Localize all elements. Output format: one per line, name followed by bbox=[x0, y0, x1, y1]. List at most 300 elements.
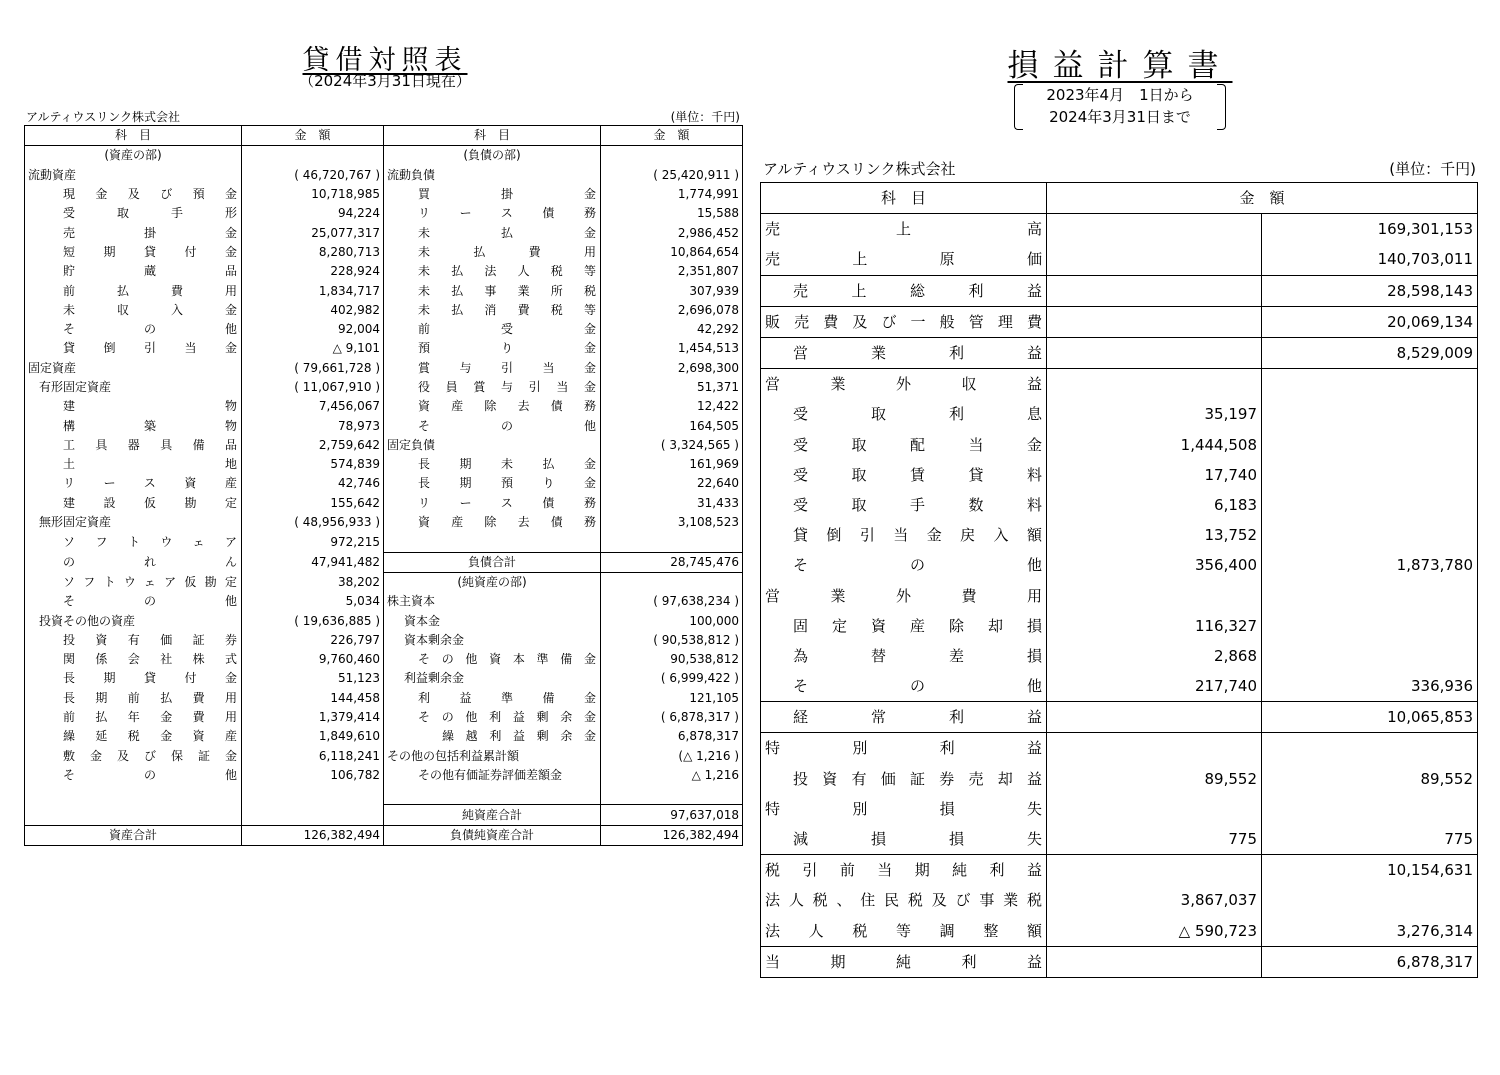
asset-item-amount: 1,834,717 bbox=[242, 281, 384, 300]
liability-item-label: 資本剰余金 bbox=[384, 631, 601, 650]
liability-item-label: 資産除去債務 bbox=[384, 513, 601, 532]
asset-item-amount: 9,760,460 bbox=[242, 650, 384, 669]
is-sub-amount bbox=[1047, 337, 1262, 368]
income-statement-row bbox=[761, 490, 1478, 520]
is-amount: 8,529,009 bbox=[1262, 337, 1478, 368]
liability-item-amount: 97,637,018 bbox=[601, 805, 743, 825]
liability-item-label: 固定負債 bbox=[384, 436, 601, 455]
is-item-label: 貸倒引当金戻入額 bbox=[761, 520, 1047, 550]
liability-item-amount bbox=[601, 572, 743, 592]
is-item-label: 営業外費用 bbox=[761, 580, 1047, 610]
asset-item-amount: 94,224 bbox=[242, 204, 384, 223]
balance-sheet-row bbox=[25, 592, 743, 611]
liability-item-label: リース債務 bbox=[384, 204, 601, 223]
asset-item-amount: ( 48,956,933 ) bbox=[242, 513, 384, 532]
liability-item-label: 繰越利益剰余金 bbox=[384, 727, 601, 746]
asset-item-amount: 7,456,067 bbox=[242, 397, 384, 416]
is-item-label: 受取利息 bbox=[761, 399, 1047, 429]
liability-item-label: 賞与引当金 bbox=[384, 359, 601, 378]
asset-item-label: 無形固定資産 bbox=[25, 513, 242, 532]
asset-item-amount bbox=[242, 805, 384, 825]
is-amount bbox=[1262, 794, 1478, 824]
is-amount: 6,878,317 bbox=[1262, 946, 1478, 977]
is-amount: 140,703,011 bbox=[1262, 244, 1478, 275]
balance-sheet-row bbox=[25, 727, 743, 746]
asset-item-amount: 574,839 bbox=[242, 455, 384, 474]
asset-item-amount: 144,458 bbox=[242, 689, 384, 708]
is-sub-amount bbox=[1047, 214, 1262, 245]
is-item-label: 売上総利益 bbox=[761, 275, 1047, 306]
balance-sheet-row bbox=[25, 339, 743, 358]
liability-item-label: 長期未払金 bbox=[384, 455, 601, 474]
is-amount bbox=[1262, 430, 1478, 460]
total-assets-amount: 126,382,494 bbox=[242, 825, 384, 845]
balance-sheet-row bbox=[25, 747, 743, 766]
liability-item-amount: (△ 1,216 ) bbox=[601, 747, 743, 766]
liability-item-label: 預り金 bbox=[384, 339, 601, 358]
is-amount: 10,065,853 bbox=[1262, 702, 1478, 733]
income-statement-row bbox=[761, 430, 1478, 460]
total-assets-label: 資産合計 bbox=[25, 825, 242, 845]
liability-item-label: 利益準備金 bbox=[384, 689, 601, 708]
is-sub-amount: 13,752 bbox=[1047, 520, 1262, 550]
liability-item-amount: ( 6,878,317 ) bbox=[601, 708, 743, 727]
income-statement-row bbox=[761, 855, 1478, 886]
is-amount: 20,069,134 bbox=[1262, 306, 1478, 337]
asset-item-label: 工具器具備品 bbox=[25, 436, 242, 455]
is-item-label: 為替差損 bbox=[761, 641, 1047, 671]
asset-item-amount: 155,642 bbox=[242, 494, 384, 513]
is-amount: 775 bbox=[1262, 824, 1478, 855]
balance-sheet-row bbox=[25, 223, 743, 242]
asset-item-label: 建設仮勘定 bbox=[25, 494, 242, 513]
income-statement-title: 損益計算書 bbox=[1007, 48, 1233, 84]
is-item-label: 売上原価 bbox=[761, 244, 1047, 275]
asset-item-label: 土地 bbox=[25, 455, 242, 474]
liability-item-label: その他有価証券評価差額金 bbox=[384, 766, 601, 785]
liability-item-label bbox=[384, 785, 601, 805]
is-sub-amount bbox=[1047, 946, 1262, 977]
liability-item-label: 純資産合計 bbox=[384, 805, 601, 825]
header-amount-left: 金 額 bbox=[242, 126, 384, 146]
is-sub-amount bbox=[1047, 369, 1262, 400]
asset-item-amount: 1,379,414 bbox=[242, 708, 384, 727]
asset-item-label: 流動資産 bbox=[25, 166, 242, 185]
liability-item-label: 流動負債 bbox=[384, 166, 601, 185]
liability-item-label: 長期預り金 bbox=[384, 474, 601, 493]
asset-item-amount: 5,034 bbox=[242, 592, 384, 611]
asset-item-label: 短期貸付金 bbox=[25, 243, 242, 262]
is-amount: 89,552 bbox=[1262, 764, 1478, 794]
balance-sheet-row bbox=[25, 281, 743, 300]
is-item-label: 税引前当期純利益 bbox=[761, 855, 1047, 886]
balance-sheet-row bbox=[25, 474, 743, 493]
is-item-label: 法人税等調整額 bbox=[761, 916, 1047, 947]
liability-item-label: 資本金 bbox=[384, 611, 601, 630]
asset-item-amount: 226,797 bbox=[242, 631, 384, 650]
liability-item-label: 役員賞与引当金 bbox=[384, 378, 601, 397]
balance-sheet-row bbox=[25, 166, 743, 185]
is-item-label: 法人税、住民税及び事業税 bbox=[761, 885, 1047, 915]
period-from: 2023年4月 1日から bbox=[1046, 86, 1194, 104]
is-item-label: 販売費及び一般管理費 bbox=[761, 306, 1047, 337]
asset-item-amount bbox=[242, 146, 384, 166]
is-sub-amount bbox=[1047, 794, 1262, 824]
liability-item-amount: 10,864,654 bbox=[601, 243, 743, 262]
asset-item-amount: ( 46,720,767 ) bbox=[242, 166, 384, 185]
asset-item-amount: 92,004 bbox=[242, 320, 384, 339]
is-sub-amount: 17,740 bbox=[1047, 460, 1262, 490]
balance-sheet-row bbox=[25, 243, 743, 262]
is-sub-amount: 356,400 bbox=[1047, 550, 1262, 580]
asset-item-label: 有形固定資産 bbox=[25, 378, 242, 397]
income-statement-row bbox=[761, 671, 1478, 702]
liability-item-label: 未払事業所税 bbox=[384, 281, 601, 300]
balance-sheet-row bbox=[25, 262, 743, 281]
asset-item-label: 貯蔵品 bbox=[25, 262, 242, 281]
liability-item-amount: 2,986,452 bbox=[601, 223, 743, 242]
liability-item-label: 未払消費税等 bbox=[384, 301, 601, 320]
is-header-amount: 金 額 bbox=[1047, 183, 1478, 214]
liability-item-label: 前受金 bbox=[384, 320, 601, 339]
liability-item-amount: ( 97,638,234 ) bbox=[601, 592, 743, 611]
balance-sheet-row bbox=[25, 552, 743, 572]
is-item-label: 受取手数料 bbox=[761, 490, 1047, 520]
asset-item-amount: 10,718,985 bbox=[242, 185, 384, 204]
liability-item-label: その他の包括利益累計額 bbox=[384, 747, 601, 766]
is-item-label: その他 bbox=[761, 671, 1047, 702]
liability-item-label: 株主資本 bbox=[384, 592, 601, 611]
is-item-label: 経常利益 bbox=[761, 702, 1047, 733]
balance-sheet-unit: (単位：千円) bbox=[670, 110, 740, 124]
asset-item-label: 構築物 bbox=[25, 416, 242, 435]
liability-item-amount: 2,696,078 bbox=[601, 301, 743, 320]
asset-item-label: 売掛金 bbox=[25, 223, 242, 242]
is-amount: 28,598,143 bbox=[1262, 275, 1478, 306]
balance-sheet-row bbox=[25, 689, 743, 708]
is-amount bbox=[1262, 399, 1478, 429]
balance-sheet-row bbox=[25, 785, 743, 805]
is-item-label: 受取賃貸料 bbox=[761, 460, 1047, 490]
balance-sheet-table bbox=[24, 125, 743, 846]
income-statement-header-row bbox=[761, 183, 1478, 214]
header-item-left: 科 目 bbox=[25, 126, 242, 146]
income-statement-row bbox=[761, 824, 1478, 855]
asset-item-label: ソフトウェア bbox=[25, 532, 242, 552]
income-statement-row bbox=[761, 306, 1478, 337]
balance-sheet-row bbox=[25, 416, 743, 435]
income-statement-row bbox=[761, 885, 1478, 915]
is-item-label: 売上高 bbox=[761, 214, 1047, 245]
balance-sheet-row bbox=[25, 766, 743, 785]
is-amount bbox=[1262, 885, 1478, 915]
is-amount bbox=[1262, 490, 1478, 520]
is-amount: 3,276,314 bbox=[1262, 916, 1478, 947]
asset-item-label: リース資産 bbox=[25, 474, 242, 493]
is-amount: 169,301,153 bbox=[1262, 214, 1478, 245]
asset-item-label: 投資その他の資産 bbox=[25, 611, 242, 630]
balance-sheet-row bbox=[25, 185, 743, 204]
income-statement-row bbox=[761, 275, 1478, 306]
liability-item-amount: 22,640 bbox=[601, 474, 743, 493]
is-sub-amount bbox=[1047, 702, 1262, 733]
liability-item-amount: 2,698,300 bbox=[601, 359, 743, 378]
asset-item-amount: 8,280,713 bbox=[242, 243, 384, 262]
is-header-item: 科 目 bbox=[761, 183, 1047, 214]
is-sub-amount: 6,183 bbox=[1047, 490, 1262, 520]
asset-item-label: 建物 bbox=[25, 397, 242, 416]
balance-sheet-row bbox=[25, 301, 743, 320]
is-amount bbox=[1262, 520, 1478, 550]
liability-item-amount bbox=[601, 785, 743, 805]
balance-sheet-row bbox=[25, 204, 743, 223]
income-statement-company: アルティウスリンク株式会社 bbox=[763, 160, 956, 178]
liability-item-label: 利益剰余金 bbox=[384, 669, 601, 688]
asset-item-label bbox=[25, 785, 242, 805]
income-statement-row bbox=[761, 214, 1478, 245]
liability-item-amount: 90,538,812 bbox=[601, 650, 743, 669]
liability-item-amount bbox=[601, 146, 743, 166]
balance-sheet-company: アルティウスリンク株式会社 bbox=[26, 110, 180, 124]
asset-item-label: 長期貸付金 bbox=[25, 669, 242, 688]
liability-item-label: (負債の部) bbox=[384, 146, 601, 166]
asset-item-amount: 1,849,610 bbox=[242, 727, 384, 746]
liability-item-label: 負債合計 bbox=[384, 552, 601, 572]
income-statement-row bbox=[761, 916, 1478, 947]
header-amount-right: 金 額 bbox=[601, 126, 743, 146]
is-item-label: 当期純利益 bbox=[761, 946, 1047, 977]
liability-item-amount: 12,422 bbox=[601, 397, 743, 416]
balance-sheet-row bbox=[25, 359, 743, 378]
liability-item-amount: 15,588 bbox=[601, 204, 743, 223]
income-statement-row bbox=[761, 764, 1478, 794]
is-amount: 336,936 bbox=[1262, 671, 1478, 702]
income-statement-row bbox=[761, 550, 1478, 580]
asset-item-label: その他 bbox=[25, 766, 242, 785]
income-statement-row bbox=[761, 399, 1478, 429]
asset-item-amount: 42,746 bbox=[242, 474, 384, 493]
liability-item-label bbox=[384, 532, 601, 552]
liability-item-amount: △ 1,216 bbox=[601, 766, 743, 785]
is-item-label: 減損損失 bbox=[761, 824, 1047, 855]
balance-sheet-header-row bbox=[25, 126, 743, 146]
income-statement-row bbox=[761, 733, 1478, 764]
balance-sheet-row bbox=[25, 532, 743, 552]
balance-sheet-row bbox=[25, 611, 743, 630]
is-sub-amount: 2,868 bbox=[1047, 641, 1262, 671]
liability-item-label: その他資本準備金 bbox=[384, 650, 601, 669]
asset-item-label: 前払年金費用 bbox=[25, 708, 242, 727]
balance-sheet-row bbox=[25, 397, 743, 416]
is-item-label: その他 bbox=[761, 550, 1047, 580]
is-amount bbox=[1262, 369, 1478, 400]
liability-item-amount: 307,939 bbox=[601, 281, 743, 300]
asset-item-amount: 106,782 bbox=[242, 766, 384, 785]
income-statement-row bbox=[761, 794, 1478, 824]
asset-item-label: 繰延税金資産 bbox=[25, 727, 242, 746]
is-sub-amount: 35,197 bbox=[1047, 399, 1262, 429]
balance-sheet-row bbox=[25, 436, 743, 455]
is-item-label: 特別利益 bbox=[761, 733, 1047, 764]
asset-item-amount: ( 11,067,910 ) bbox=[242, 378, 384, 397]
is-item-label: 投資有価証券売却益 bbox=[761, 764, 1047, 794]
asset-item-amount: 972,215 bbox=[242, 532, 384, 552]
is-amount: 10,154,631 bbox=[1262, 855, 1478, 886]
income-statement-row bbox=[761, 946, 1478, 977]
income-statement-row bbox=[761, 702, 1478, 733]
is-sub-amount bbox=[1047, 275, 1262, 306]
liability-item-label: リース債務 bbox=[384, 494, 601, 513]
is-item-label: 営業外収益 bbox=[761, 369, 1047, 400]
balance-sheet-row bbox=[25, 494, 743, 513]
is-sub-amount bbox=[1047, 733, 1262, 764]
is-amount bbox=[1262, 733, 1478, 764]
liability-item-amount: 2,351,807 bbox=[601, 262, 743, 281]
balance-sheet-row bbox=[25, 669, 743, 688]
balance-sheet-row bbox=[25, 650, 743, 669]
liability-item-amount: 3,108,523 bbox=[601, 513, 743, 532]
is-sub-amount bbox=[1047, 855, 1262, 886]
is-sub-amount bbox=[1047, 244, 1262, 275]
liability-item-amount: 164,505 bbox=[601, 416, 743, 435]
liability-item-amount: 6,878,317 bbox=[601, 727, 743, 746]
is-sub-amount bbox=[1047, 306, 1262, 337]
asset-item-amount: 25,077,317 bbox=[242, 223, 384, 242]
balance-sheet-row bbox=[25, 631, 743, 650]
liability-item-amount: 28,745,476 bbox=[601, 552, 743, 572]
liability-item-amount: ( 90,538,812 ) bbox=[601, 631, 743, 650]
period-to: 2024年3月31日まで bbox=[1049, 108, 1191, 126]
liability-item-amount: ( 3,324,565 ) bbox=[601, 436, 743, 455]
is-sub-amount: 116,327 bbox=[1047, 611, 1262, 641]
total-liabilities-equity-amount: 126,382,494 bbox=[601, 825, 743, 845]
balance-sheet-title: 貸借対照表 bbox=[302, 45, 468, 76]
is-sub-amount: △ 590,723 bbox=[1047, 916, 1262, 947]
asset-item-label: その他 bbox=[25, 592, 242, 611]
balance-sheet-total-row bbox=[25, 825, 743, 845]
liability-item-amount: 1,454,513 bbox=[601, 339, 743, 358]
is-item-label: 特別損失 bbox=[761, 794, 1047, 824]
balance-sheet-row bbox=[25, 708, 743, 727]
asset-item-amount: 51,123 bbox=[242, 669, 384, 688]
asset-item-label: 受取手形 bbox=[25, 204, 242, 223]
income-statement-period bbox=[1014, 84, 1226, 130]
balance-sheet-row bbox=[25, 455, 743, 474]
asset-item-amount: 402,982 bbox=[242, 301, 384, 320]
asset-item-amount: 78,973 bbox=[242, 416, 384, 435]
income-statement-unit: (単位：千円) bbox=[1389, 160, 1476, 178]
asset-item-label: 現金及び預金 bbox=[25, 185, 242, 204]
asset-item-label: 敷金及び保証金 bbox=[25, 747, 242, 766]
asset-item-label: 前払費用 bbox=[25, 281, 242, 300]
liability-item-label: (純資産の部) bbox=[384, 572, 601, 592]
asset-item-amount: △ 9,101 bbox=[242, 339, 384, 358]
liability-item-amount: 51,371 bbox=[601, 378, 743, 397]
balance-sheet-row bbox=[25, 146, 743, 166]
income-statement-row bbox=[761, 520, 1478, 550]
asset-item-amount: ( 19,636,885 ) bbox=[242, 611, 384, 630]
is-sub-amount bbox=[1047, 580, 1262, 610]
liability-item-amount: 1,774,991 bbox=[601, 185, 743, 204]
is-sub-amount: 775 bbox=[1047, 824, 1262, 855]
liability-item-label: 買掛金 bbox=[384, 185, 601, 204]
balance-sheet-row bbox=[25, 320, 743, 339]
balance-sheet-row bbox=[25, 805, 743, 825]
is-sub-amount: 217,740 bbox=[1047, 671, 1262, 702]
is-amount bbox=[1262, 460, 1478, 490]
total-liabilities-equity-label: 負債純資産合計 bbox=[384, 825, 601, 845]
liability-item-amount: 42,292 bbox=[601, 320, 743, 339]
income-statement-table bbox=[760, 182, 1478, 978]
is-amount: 1,873,780 bbox=[1262, 550, 1478, 580]
is-amount bbox=[1262, 641, 1478, 671]
asset-item-label: 投資有価証券 bbox=[25, 631, 242, 650]
is-sub-amount: 3,867,037 bbox=[1047, 885, 1262, 915]
income-statement-row bbox=[761, 460, 1478, 490]
asset-item-label: 固定資産 bbox=[25, 359, 242, 378]
asset-item-label: ソフトウェア仮勘定 bbox=[25, 572, 242, 592]
asset-item-label: 未収入金 bbox=[25, 301, 242, 320]
liability-item-label: 資産除去債務 bbox=[384, 397, 601, 416]
asset-item-label bbox=[25, 805, 242, 825]
is-item-label: 固定資産除却損 bbox=[761, 611, 1047, 641]
asset-item-amount: 6,118,241 bbox=[242, 747, 384, 766]
liability-item-label: その他利益剰余金 bbox=[384, 708, 601, 727]
liability-item-label: 未払金 bbox=[384, 223, 601, 242]
is-sub-amount: 89,552 bbox=[1047, 764, 1262, 794]
balance-sheet-row bbox=[25, 513, 743, 532]
liability-item-amount: 100,000 bbox=[601, 611, 743, 630]
liability-item-label: その他 bbox=[384, 416, 601, 435]
liability-item-amount: 121,105 bbox=[601, 689, 743, 708]
liability-item-label: 未払費用 bbox=[384, 243, 601, 262]
asset-item-amount: 2,759,642 bbox=[242, 436, 384, 455]
income-statement-row bbox=[761, 611, 1478, 641]
asset-item-label: 関係会社株式 bbox=[25, 650, 242, 669]
asset-item-amount: ( 79,661,728 ) bbox=[242, 359, 384, 378]
asset-item-amount: 38,202 bbox=[242, 572, 384, 592]
is-sub-amount: 1,444,508 bbox=[1047, 430, 1262, 460]
liability-item-amount: ( 25,420,911 ) bbox=[601, 166, 743, 185]
income-statement-row bbox=[761, 337, 1478, 368]
liability-item-amount: ( 6,999,422 ) bbox=[601, 669, 743, 688]
is-item-label: 受取配当金 bbox=[761, 430, 1047, 460]
liability-item-label: 未払法人税等 bbox=[384, 262, 601, 281]
asset-item-label: 貸倒引当金 bbox=[25, 339, 242, 358]
header-item-right: 科 目 bbox=[384, 126, 601, 146]
assets-section-label: (資産の部) bbox=[25, 146, 242, 166]
balance-sheet-row bbox=[25, 572, 743, 592]
income-statement-row bbox=[761, 580, 1478, 610]
asset-item-amount bbox=[242, 785, 384, 805]
asset-item-label: 長期前払費用 bbox=[25, 689, 242, 708]
income-statement-row bbox=[761, 369, 1478, 400]
liability-item-amount bbox=[601, 532, 743, 552]
liability-item-amount: 31,433 bbox=[601, 494, 743, 513]
is-amount bbox=[1262, 580, 1478, 610]
asset-item-label: のれん bbox=[25, 552, 242, 572]
asset-item-amount: 47,941,482 bbox=[242, 552, 384, 572]
income-statement-row bbox=[761, 641, 1478, 671]
liability-item-amount: 161,969 bbox=[601, 455, 743, 474]
balance-sheet-row bbox=[25, 378, 743, 397]
is-amount bbox=[1262, 611, 1478, 641]
asset-item-label: その他 bbox=[25, 320, 242, 339]
balance-sheet-date: （2024年3月31日現在） bbox=[299, 72, 471, 90]
income-statement-row bbox=[761, 244, 1478, 275]
asset-item-amount: 228,924 bbox=[242, 262, 384, 281]
is-item-label: 営業利益 bbox=[761, 337, 1047, 368]
